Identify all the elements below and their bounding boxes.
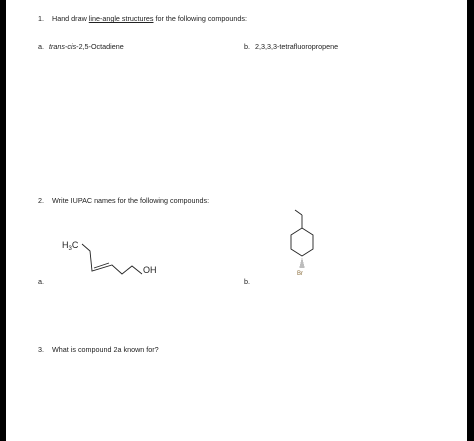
q1a-name: -2,5-Octadiene	[76, 42, 124, 51]
q2b-label: b.	[244, 277, 250, 286]
q1-prefix: Hand draw	[52, 14, 89, 23]
q3-prompt: What is compound 2a known for?	[52, 345, 159, 354]
q1b-label: b.	[244, 42, 250, 51]
q2-number: 2.	[38, 196, 44, 205]
worksheet-page	[6, 0, 467, 441]
br-label: Br	[297, 271, 303, 277]
q1-suffix: for the following compounds:	[153, 14, 247, 23]
2b-cyclohexane-ring	[291, 228, 313, 256]
q2-prompt: Write IUPAC names for the following compounds:	[52, 196, 210, 205]
h3c-label: $H_3C$	[62, 240, 79, 252]
q1-number: 1.	[38, 14, 44, 23]
line-angle-link[interactable]: line-angle structures	[88, 14, 154, 23]
2b-hashed-wedge	[300, 259, 305, 267]
2b-ethyl-bond-1	[295, 210, 302, 215]
q1b-compound: 2,3,3,3-tetrafluoropropene	[255, 42, 339, 51]
q2a-label: a.	[38, 277, 44, 286]
q3-number: 3.	[38, 345, 44, 354]
oh-label: OH	[143, 265, 157, 275]
q1a-stereo-prefix: trans-cis	[49, 42, 77, 51]
q1a-label: a.	[38, 42, 44, 51]
molecule-2b	[6, 0, 467, 441]
